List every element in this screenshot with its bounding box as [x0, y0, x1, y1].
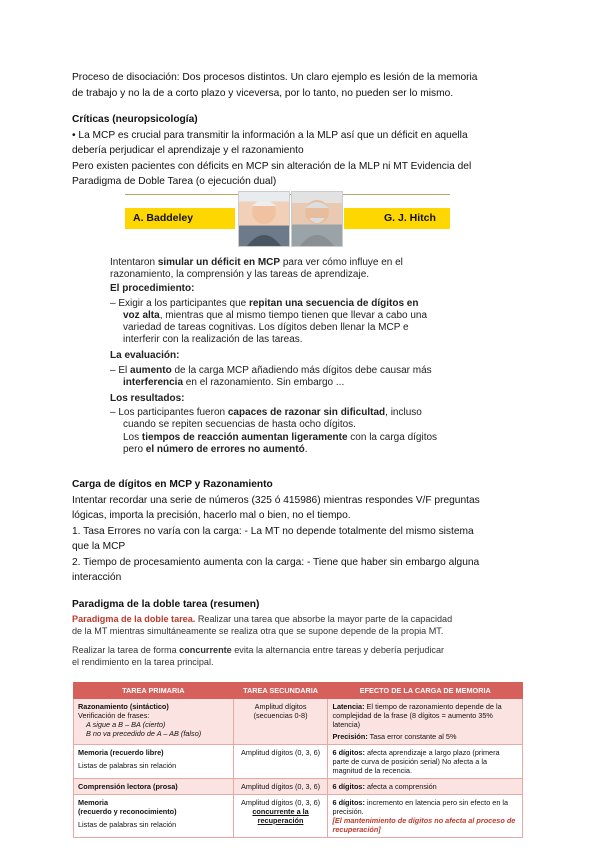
- portrait-photo: [238, 191, 290, 247]
- carga-line: 2. Tiempo de procesamiento aumenta con la carga: - Tiene que haber sin embargo alguna: [72, 556, 480, 568]
- carga-line: lógicas, importa la precisión, hacerlo mal o bien, no el tiempo.: [72, 510, 351, 521]
- table-cell: 6 dígitos: incremento en latencia pero sin efecto en la precisión. [El mantenimiento de dígitos no afecta al proceso de recuperación]: [328, 795, 523, 838]
- carga-section: [72, 477, 534, 586]
- slide-line: – El aumento de la carga MCP añadiendo más dígitos debe causar más: [110, 364, 432, 376]
- table-row: [74, 699, 523, 745]
- table-cell: Memoria (recuerdo libre) Listas de palabras sin relación: [74, 745, 234, 779]
- slide-line: razonamiento, la comprensión y las tareas de aprendizaje.: [110, 269, 370, 281]
- table-cell: Razonamiento (sintáctico) Verificación de frases: A sigue a B – BA (cierto) B no va precedido de A – AB (falso): [74, 699, 234, 745]
- intro-paragraph: [72, 70, 534, 101]
- table-header: TAREA PRIMARIA: [74, 683, 234, 699]
- criticas-line: debería perjudicar el aprendizaje y el razonamiento: [72, 145, 304, 156]
- table-cell: 6 dígitos: afecta a comprensión: [328, 779, 523, 795]
- table-cell: Latencia: El tiempo de razonamiento depende de la complejidad de la frase (8 dígitos = aumento 35% latencia) Precisión: Tasa error constante al 5%: [328, 699, 523, 745]
- results-heading: Los resultados:: [110, 393, 185, 405]
- name-label: G. J. Hitch: [384, 212, 436, 224]
- slide-line: – Los participantes fueron capaces de razonar sin dificultad, incluso: [110, 407, 422, 419]
- table-row: [74, 795, 523, 838]
- slide-line: cuando se repiten secuencias de hasta ocho dígitos.: [123, 419, 356, 431]
- slide-line: voz alta, mientras que al mismo tiempo tienen que llevar a cabo una: [123, 309, 428, 321]
- table-cell: Amplitud dígitos (secuencias 0-8): [233, 699, 328, 745]
- name-badge-baddeley: [125, 208, 235, 229]
- criticas-line: Paradigma de Doble Tarea (o ejecución dual): [72, 176, 277, 187]
- table-header-row: [74, 683, 523, 699]
- name-label: A. Baddeley: [133, 212, 194, 224]
- criticas-line: • La MCP es crucial para transmitir la información a la MLP así que un déficit en aquella: [72, 129, 468, 141]
- table-cell: Amplitud dígitos (0, 3, 6): [233, 779, 328, 795]
- evaluation-heading: La evaluación:: [110, 350, 180, 362]
- intro-line: de trabajo y no la de a corto plazo y viceversa, por lo tanto, no pueden ser lo mismo.: [72, 87, 454, 99]
- criticas-section: [72, 112, 534, 190]
- carga-line: interacción: [72, 572, 122, 583]
- slide-line: interferencia en el razonamiento. Sin embargo ...: [123, 376, 345, 388]
- slide-line: variedad de tareas cognitivas. Los dígitos deben llenar la MCP e: [123, 322, 409, 334]
- resumen-line: el rendimiento en la tarea principal.: [72, 656, 214, 667]
- person-silhouette-icon: [239, 192, 289, 246]
- table-row: [74, 779, 523, 795]
- carga-line: 1. Tasa Errores no varía con la carga: - La MT no depende totalmente del mismo sistema: [72, 525, 474, 537]
- slide-line: – Exigir a los participantes que repitan una secuencia de dígitos en: [110, 297, 419, 309]
- table-cell: Comprensión lectora (prosa): [74, 779, 234, 795]
- resumen-line: Paradigma de la doble tarea. Realizar una tarea que absorbe la mayor parte de la capacidad: [72, 614, 453, 624]
- carga-line: Intentar recordar una serie de números (325 ó 415986) mientras respondes V/F preguntas: [72, 494, 480, 506]
- criticas-heading: Críticas (neuropsicología): [72, 114, 198, 125]
- table-row: [74, 745, 523, 779]
- intro-line: Proceso de disociación: Dos procesos distintos. Un claro ejemplo es lesión de la memoria: [72, 72, 478, 83]
- slide-line: interferir con la realización de las tareas.: [123, 334, 303, 346]
- resumen-line: de la MT mientras simultáneamente se realiza otra que se supone depende de la propia MT.: [72, 625, 444, 636]
- slide-text: [110, 257, 485, 456]
- table-header: EFECTO DE LA CARGA DE MEMORIA: [328, 683, 523, 699]
- resumen-line: Realizar la tarea de forma concurrente evita la alternancia entre tareas y debería perjudicar: [72, 645, 445, 655]
- resumen-paragraph: [72, 614, 542, 668]
- person-silhouette-icon: [292, 192, 342, 246]
- criticas-line: Pero existen pacientes con déficits en MCP sin alteración de la MLP ni MT Evidencia del: [72, 160, 472, 172]
- resumen-heading: Paradigma de la doble tarea (resumen): [72, 599, 260, 610]
- carga-heading: Carga de dígitos en MCP y Razonamiento: [72, 479, 273, 490]
- table-header: TAREA SECUNDARIA: [233, 683, 328, 699]
- table-cell: Memoria (recuerdo y reconocimiento) Listas de palabras sin relación: [74, 795, 234, 838]
- procedure-heading: El procedimiento:: [110, 283, 195, 295]
- portrait-photo: [291, 191, 343, 247]
- slide-line: Intentaron simular un déficit en MCP para ver cómo influye en el: [110, 257, 403, 268]
- table-cell: 6 dígitos: afecta aprendizaje a largo plazo (primera parte de curva de posición serial) No afecta a la magnitud de la recencia.: [328, 745, 523, 779]
- name-badge-hitch: [344, 208, 450, 229]
- summary-table: [73, 682, 523, 838]
- slide-line: pero el número de errores no aumentó.: [123, 443, 308, 455]
- carga-line: que la MCP: [72, 541, 126, 552]
- slide-line: Los tiempos de reacción aumentan ligeramente con la carga dígitos: [123, 431, 438, 443]
- table-cell: Amplitud dígitos (0, 3, 6): [233, 745, 328, 779]
- table-cell: Amplitud dígitos (0, 3, 6) concurrente a la recuperación: [233, 795, 328, 838]
